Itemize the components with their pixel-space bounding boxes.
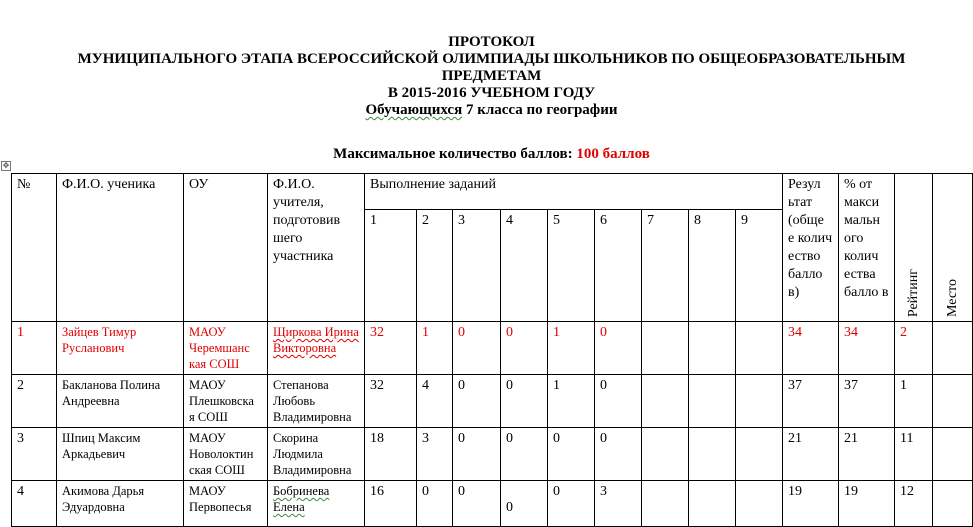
task-number: 5 (548, 210, 595, 322)
col-rating-header: Рейтинг (895, 174, 933, 322)
row-task: 32 (365, 375, 417, 428)
max-points-value: 100 баллов (576, 146, 650, 162)
move-handle-icon[interactable]: ✥ (2, 161, 10, 170)
row-task: 0 (453, 428, 501, 481)
row-task: 0 (453, 481, 501, 527)
row-task (642, 375, 689, 428)
row-task: 1 (548, 375, 595, 428)
row-student: Шпиц Максим Аркадьевич (57, 428, 184, 481)
row-task: 0 (501, 481, 548, 527)
row-school: МАОУ Плешковска я СОШ (184, 375, 268, 428)
row-task: 0 (548, 428, 595, 481)
row-task (736, 481, 783, 527)
row-task: 0 (501, 428, 548, 481)
row-rating: 12 (895, 481, 933, 527)
row-task (736, 322, 783, 375)
row-task: 0 (453, 322, 501, 375)
row-rating: 11 (895, 428, 933, 481)
row-task (736, 428, 783, 481)
row-rating: 2 (895, 322, 933, 375)
row-rating: 1 (895, 375, 933, 428)
col-teacher-header: Ф.И.О. учителя, подготовив шего участника (268, 174, 365, 322)
row-school: МАОУ Новолоктин ская СОШ (184, 428, 268, 481)
row-task (642, 481, 689, 527)
row-percent: 34 (839, 322, 895, 375)
row-task (736, 375, 783, 428)
row-task (689, 428, 736, 481)
results-table (11, 173, 973, 527)
row-place (933, 428, 973, 481)
row-school: МАОУ Первопесья (184, 481, 268, 527)
header-year: В 2015-2016 УЧЕБНОМ ГОДУ (387, 85, 596, 101)
row-place (933, 375, 973, 428)
task-number: 8 (689, 210, 736, 322)
table-row (12, 322, 973, 375)
row-task: 0 (595, 375, 642, 428)
max-points-label: Максимальное количество баллов: (333, 146, 577, 162)
row-task: 0 (453, 375, 501, 428)
row-task: 0 (595, 428, 642, 481)
col-num-header: № (12, 174, 57, 322)
row-task: 1 (548, 322, 595, 375)
row-task: 16 (365, 481, 417, 527)
row-task (642, 428, 689, 481)
spellcheck-word[interactable]: Обучающихся (365, 102, 463, 118)
row-result: 21 (783, 428, 839, 481)
row-percent: 19 (839, 481, 895, 527)
row-num: 3 (12, 428, 57, 481)
col-school-header: ОУ (184, 174, 268, 322)
table-header-row (12, 174, 973, 210)
task-number: 9 (736, 210, 783, 322)
row-task: 0 (501, 375, 548, 428)
row-task: 0 (548, 481, 595, 527)
task-number: 6 (595, 210, 642, 322)
protocol-header (0, 34, 973, 119)
row-task: 4 (417, 375, 453, 428)
row-percent: 21 (839, 428, 895, 481)
col-percent-header: % от макси мальн ого колич ества балло в (839, 174, 895, 322)
row-percent: 37 (839, 375, 895, 428)
table-row (12, 375, 973, 428)
header-title: ПРОТОКОЛ (448, 34, 535, 50)
row-place (933, 481, 973, 527)
header-class-line: Обучающихся 7 класса по географии (365, 102, 618, 118)
task-number: 4 (501, 210, 548, 322)
row-teacher: Степанова Любовь Владимировна (268, 375, 365, 428)
row-task: 3 (595, 481, 642, 527)
row-task: 3 (417, 428, 453, 481)
col-tasks-header: Выполнение заданий (365, 174, 783, 210)
row-student: Акимова Дарья Эдуардовна (57, 481, 184, 527)
col-place-header: Место (933, 174, 973, 322)
row-task: 1 (417, 322, 453, 375)
col-student-header: Ф.И.О. ученика (57, 174, 184, 322)
row-task (689, 322, 736, 375)
row-task (689, 375, 736, 428)
row-task (689, 481, 736, 527)
row-task (642, 322, 689, 375)
row-place (933, 322, 973, 375)
row-student: Зайцев Тимур Русланович (57, 322, 184, 375)
task-number: 1 (365, 210, 417, 322)
col-result-header: Резул ьтат (обще е колич ество балло в) (783, 174, 839, 322)
header-subtitle: МУНИЦИПАЛЬНОГО ЭТАПА ВСЕРОССИЙСКОЙ ОЛИМПИАДЫ ШКОЛЬНИКОВ ПО ОБЩЕОБРАЗОВАТЕЛЬНЫМ (77, 51, 906, 67)
max-points-line (0, 146, 973, 163)
row-task: 0 (501, 322, 548, 375)
task-number: 3 (453, 210, 501, 322)
row-task: 32 (365, 322, 417, 375)
task-number: 7 (642, 210, 689, 322)
row-teacher: Щиркова Ирина Викторовна (268, 322, 365, 375)
task-number: 2 (417, 210, 453, 322)
row-num: 1 (12, 322, 57, 375)
header-subtitle-cont: ПРЕДМЕТАМ (441, 68, 542, 84)
row-student: Бакланова Полина Андреевна (57, 375, 184, 428)
row-result: 37 (783, 375, 839, 428)
row-result: 19 (783, 481, 839, 527)
row-result: 34 (783, 322, 839, 375)
row-task: 0 (417, 481, 453, 527)
row-school: МАОУ Черемшанс кая СОШ (184, 322, 268, 375)
row-num: 4 (12, 481, 57, 527)
row-teacher: Скорина Людмила Владимировна (268, 428, 365, 481)
row-num: 2 (12, 375, 57, 428)
table-row (12, 481, 973, 527)
row-task: 18 (365, 428, 417, 481)
table-row (12, 428, 973, 481)
row-teacher: Бобринева Елена (268, 481, 365, 527)
row-task: 0 (595, 322, 642, 375)
